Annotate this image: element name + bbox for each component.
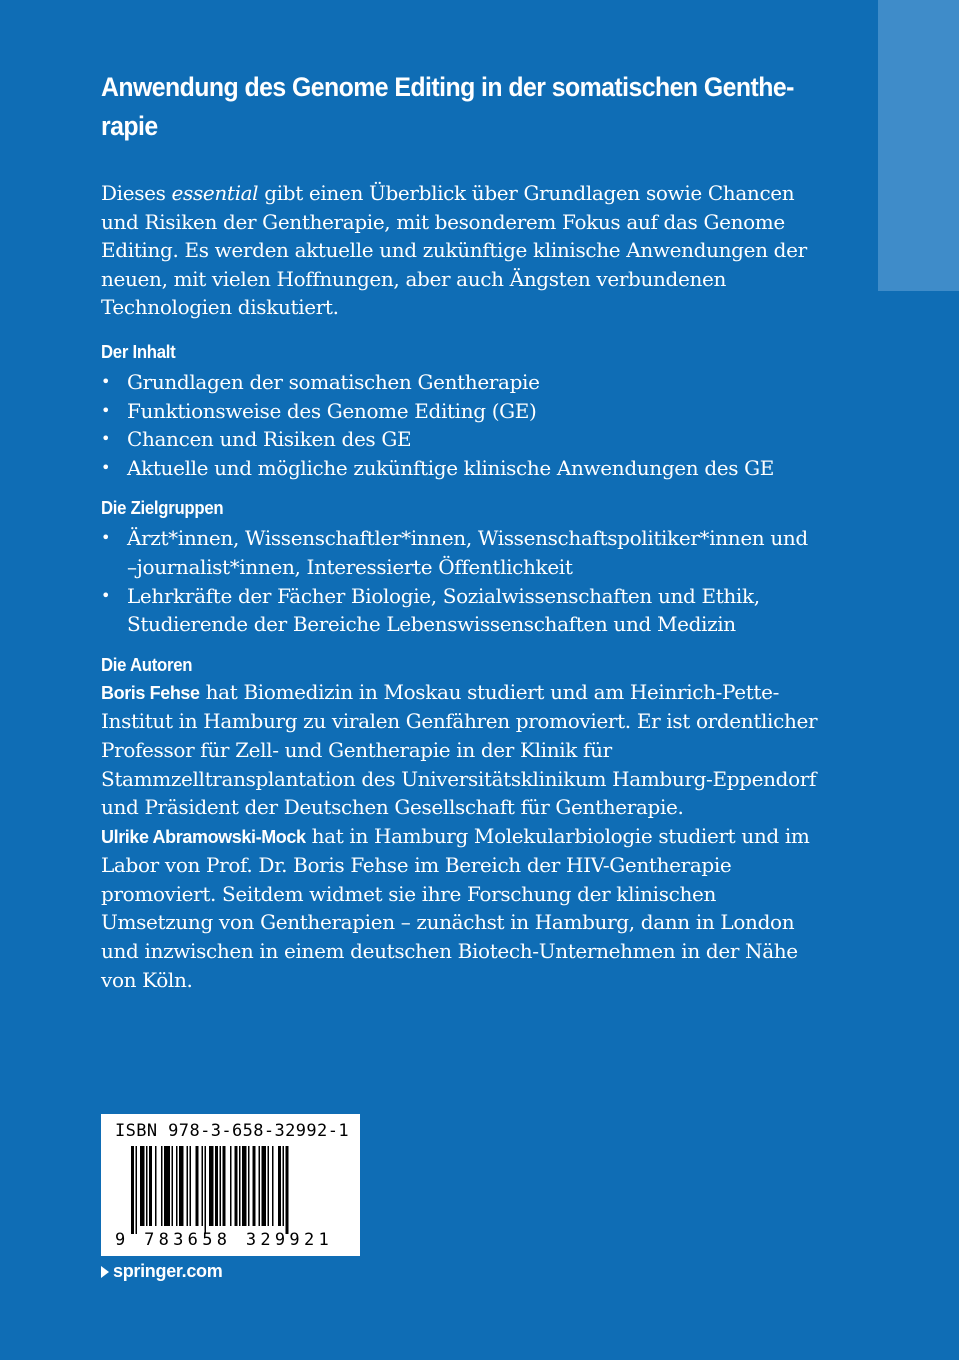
barcode-bar [223, 1146, 226, 1226]
barcode-bar [140, 1146, 145, 1226]
barcode-bar [220, 1146, 222, 1226]
section-heading-inhalt: Der Inhalt [101, 341, 176, 362]
barcode-bar [239, 1146, 241, 1226]
barcode-bar [187, 1146, 189, 1226]
barcode-bar [190, 1146, 192, 1226]
barcode-bar [202, 1146, 204, 1226]
list-item: • Ärzt*innen, Wissenschaftler*innen, Wissenschaftspolitiker*innen und –journalist*innen, Interessierte Öffentlichkeit [101, 526, 808, 579]
author-name: Ulrike Abramowski-Mock [101, 826, 306, 847]
book-title: Anwendung des Genome Editing in der somatischen Genthe- rapie [101, 72, 794, 141]
barcode-bar [268, 1146, 270, 1226]
author-name: Boris Fehse [101, 682, 200, 703]
barcode-bar [136, 1146, 138, 1234]
barcode-bars-icon [131, 1146, 331, 1238]
bullet-icon: • [101, 429, 111, 449]
barcode-bar [286, 1146, 289, 1234]
barcode-bar [242, 1146, 247, 1226]
inhalt-list [101, 368, 821, 482]
barcode-bar [179, 1146, 184, 1226]
isbn-barcode [101, 1114, 360, 1256]
barcode-bar [259, 1146, 261, 1226]
barcode-bar [283, 1146, 285, 1226]
barcode-bar [205, 1146, 207, 1234]
section-heading-zielgruppen: Die Zielgruppen [101, 498, 224, 519]
bullet-icon: • [101, 371, 111, 391]
barcode-bar [209, 1146, 214, 1226]
barcode-bar [272, 1146, 274, 1226]
bullet-icon: • [101, 585, 111, 605]
barcode-bar [176, 1146, 178, 1226]
barcode-bar [215, 1146, 218, 1226]
bullet-icon: • [101, 457, 111, 477]
barcode-bar [155, 1146, 157, 1226]
barcode-bar [248, 1146, 250, 1226]
zielgruppen-list [101, 524, 821, 638]
barcode-bar [172, 1146, 174, 1226]
isbn-number: ISBN 978-3-658-32992-1 [115, 1121, 349, 1141]
list-item: • Funktionsweise des Genome Editing (GE) [101, 397, 821, 426]
bullet-icon: • [101, 400, 111, 420]
author-bio-abramowski-mock: Ulrike Abramowski-Mock hat in Hamburg Molekularbiologie studiert und im Labor von Prof. Dr. Boris Fehse im Bereich der HIV-Gentherapie promoviert. Seitdem widmet sie ihre Forschung der klinischen Umsetzung von Gentherapien – zunächst in Hamburg, dann in London und inzwischen in einem deutschen Biotech-Unternehmen in der Nähe von Köln. [101, 823, 810, 992]
list-item: • Chancen und Risiken des GE [101, 425, 821, 454]
side-color-band [878, 0, 959, 291]
barcode-bar [196, 1146, 199, 1226]
list-item: • Aktuelle und mögliche zukünftige klinische Anwendungen des GE [101, 454, 821, 483]
intro-paragraph: Dieses essential gibt einen Überblick über Grundlagen sowie Chancen und Risiken der Gentherapie, mit besonderem Fokus auf das Genome Editing. Es werden aktuelle und zukünftige klinische Anwendungen der neuen, mit vielen Hoffnungen, aber auch Ängsten verbundenen Technologien diskutiert. [101, 181, 807, 320]
barcode-bar [235, 1146, 238, 1226]
barcode-digits: 9 783658 329921 [115, 1230, 334, 1250]
essential-emphasis: essential [171, 181, 259, 205]
barcode-bar [230, 1146, 232, 1226]
back-cover-content [101, 68, 821, 994]
barcode-bar [278, 1146, 281, 1226]
barcode-bar [253, 1146, 256, 1226]
barcode-bar [149, 1146, 152, 1226]
barcode-bar [164, 1146, 170, 1226]
publisher-link[interactable] [101, 1261, 222, 1282]
bullet-icon: • [101, 528, 111, 548]
list-item: • Grundlagen der somatischen Gentherapie [101, 368, 821, 397]
section-heading-autoren: Die Autoren [101, 654, 193, 675]
arrow-right-icon [101, 1266, 109, 1278]
publisher-link-text: springer.com [113, 1261, 223, 1281]
barcode-bar [131, 1146, 134, 1234]
list-item: • Lehrkräfte der Fächer Biologie, Sozialwissenschaften und Ethik, Studierende der Bereiche Lebenswissenschaften und Medizin [101, 583, 760, 637]
barcode-bar [146, 1146, 148, 1226]
barcode-bar [262, 1146, 267, 1226]
author-bio-fehse: Boris Fehse hat Biomedizin in Moskau studiert und am Heinrich-Pette- Institut in Hamburg zu viralen Genfähren promoviert. Er ist ordentlicher Professor für Zell- und Gentherapie in der Klinik für Stammzelltransplantation des Universitätsklinikum Hamburg-Eppendorf und Präsident der Deutschen Gesellschaft für Gentherapie. [101, 679, 818, 820]
barcode-bar [161, 1146, 163, 1226]
